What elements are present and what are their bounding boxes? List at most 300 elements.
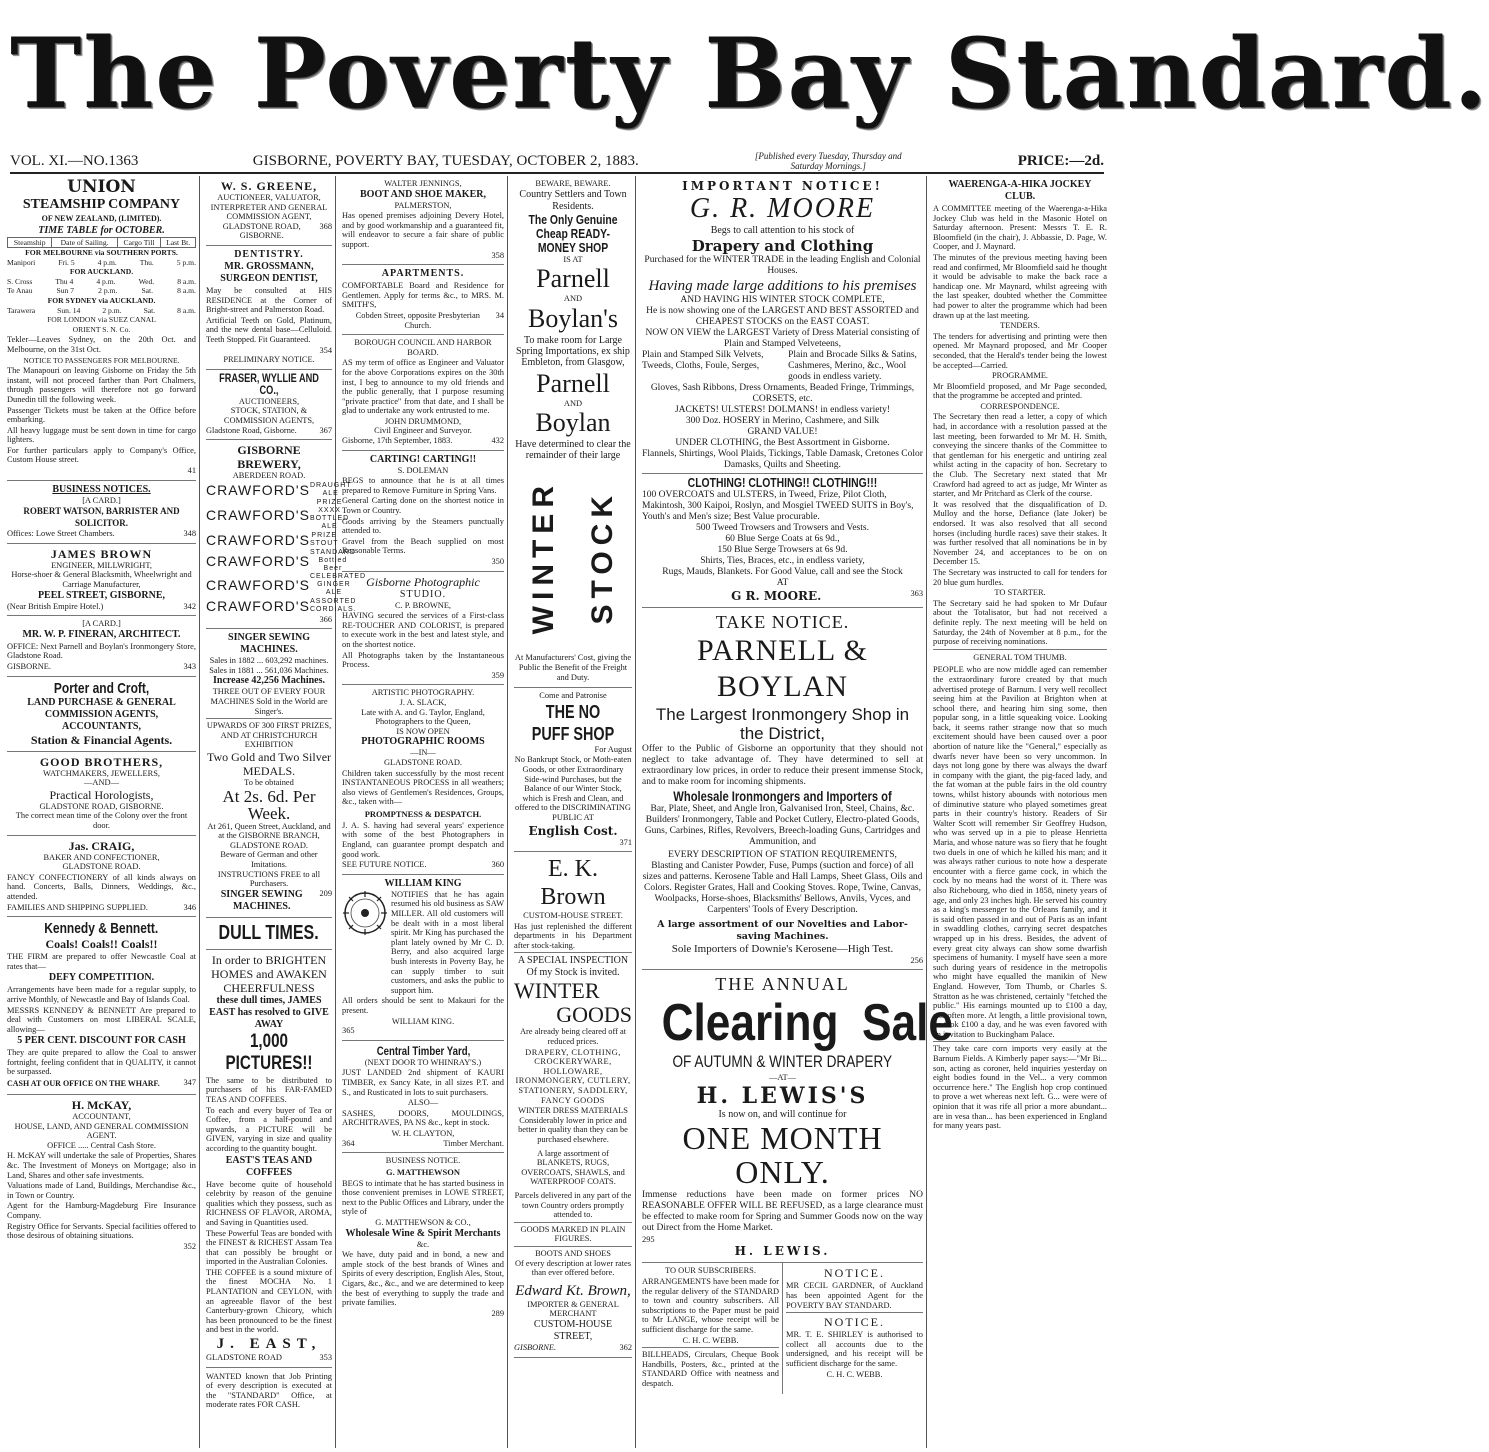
brewery-name: GISBORNE BREWERY, [237,443,301,472]
mckay-registry: Registry Office for Servants. Special facilities offered to those desirous of obtaining situations. [7,1221,196,1241]
column-3 [339,176,508,1448]
already-cleared: Are already being cleared off at reduced prices. [519,1027,627,1047]
greene-line: INTERPRETER AND GENERAL COMMISSION AGENT, [210,202,328,222]
craig-ship: FAMILIES AND SHIPPING SUPPLIED. [7,902,148,912]
ad-number: 364 [342,1138,355,1148]
ad-number: 358 [491,250,504,260]
borough-heading: BOROUGH COUNCIL AND HARBOR BOARD. [354,338,492,357]
column-4 [511,176,636,1448]
ad-number: 360 [491,860,504,870]
carting-heading: CARTING! CARTING!! [369,453,477,465]
business-notices [7,481,196,544]
cell: Tarawera [7,305,36,315]
webb-signature: C. H. C. WEBB. [682,1335,739,1345]
marked-figures: GOODS MARKED IN PLAIN FIGURES. [520,1224,626,1244]
browne-instant: All Photographs taken by the Instantaneous Process. [342,650,504,670]
matthewson-etc: &c. [416,1239,430,1249]
route-melbourne: FOR MELBOURNE via SOUTHERN PORTS. [25,248,178,257]
wanted-body: WANTED known that Job Printing of every description is executed at the "STANDARD" Office, at moderate rates FOR CASH. [206,1371,332,1410]
kennedy-messrs: MESSRS KENNEDY & BENNETT Are prepared to deal with Customers on most LIBERAL SCALE, allowing— [7,1005,196,1034]
crawfords-label: CRAWFORD'S [206,597,310,614]
singer-prizes: UPWARDS OF 300 FIRST PRIZES, AND AT CHRISTCHURCH EXHIBITION [206,721,332,750]
wanted-ad [206,1368,332,1415]
fineran-ad [7,616,196,676]
cell: Sat. [143,305,156,315]
moore-rugs: Rugs, Mauds, Blankets. For Good Value, call and see the Stock [662,567,903,577]
kennedy-firm: THE FIRM are prepared to offer Newcastle Coal at rates that— [7,952,196,971]
union-subtitle: STEAMSHIP COMPANY [22,197,181,212]
cell: Wed. [138,276,155,286]
doleman-name: S. DOLEMAN [397,465,449,475]
union-nz: OF NEW ZEALAND, (LIMITED). [41,214,162,223]
moore-hosiery: 300 Doz. HOSERY in Merino, Cashmere, and Silk [685,416,880,426]
good-brothers-ad [7,752,196,836]
ad-number: 34 [495,310,504,320]
club-body: A COMMITTEE meeting of the Waerenga-a-Hika Jockey Club was held in the Masonic Hotel on Saturday afternoon. Present: Messrs T. E. R. Bloomfield (in the chair), J. Abbassie, D. Page, W. Cooper, and J. Maynard. [933,204,1107,252]
lewis-immense: Immense reductions have been made on former prices NO REASONABLE OFFER WILL BE REFUSED, as a large clearance must be effected to make room for Spring and Summer Goods now on the way out Direct from the Home Market. [642,1189,923,1233]
east-name: J. EAST, [216,1336,322,1353]
craig-body: FANCY CONFECTIONERY of all kinds always on hand. Concerts, Balls, Dinners, Weddings, &c., attended. [7,872,196,901]
east-ad [206,950,332,1368]
singer-obtained: To be obtained [244,778,294,788]
slack-rooms: PHOTOGRAPHIC ROOMS [361,736,485,748]
notice-body: The Manapouri on leaving Gisborne on Friday the 5th instant, will not proceed farther than Port Chalmers, through passengers will therefore not go forward Dunedin till the following week. [7,366,196,404]
singer-address: At 261, Queen Street, Auckland, and at the GISBORNE BRANCH, GLADSTONE ROAD. [207,821,331,850]
good-and: —AND— [84,778,119,788]
craig-line: BAKER AND CONFECTIONER, [43,852,160,862]
singer-increase: Increase 42,256 Machines. [212,675,326,687]
ad-number: 348 [183,529,196,539]
borough-ad [342,335,504,451]
cell: Thu. [139,257,154,267]
ad-number: 350 [491,557,504,566]
moore-name: G. R. MOORE [689,193,876,224]
ek-brown-ad [514,852,632,1357]
slack-heading: ARTISTIC PHOTOGRAPHY. [371,688,475,698]
th-cargo: Cargo Till [117,238,161,248]
beer-type: PRIZE XXXX BOTTLED ALE [309,498,350,530]
moore-list-left: Plain and Stamped Silk Velvets, Tweeds, Cloths, Foule, Serges, [642,350,764,371]
table-row [7,286,196,296]
brown-body: Horse-shoer & General Blacksmith, Wheelwright and Carriage Manufacturer, [11,570,192,590]
east-brighten: In order to BRIGHTEN HOMES and AWAKEN CHEERFULNESS [211,952,327,995]
drummond-title: Civil Engineer and Surveyor. [374,426,472,436]
pb-novelties: A large assortment of our Novelties and Labor-saving Machines. [657,918,908,942]
greene-ad [206,176,332,246]
mfrs-cost: At Manufacturers' Cost, giving the Public the Benefit of the Freight and Duty. [514,653,632,682]
subs-heading: TO OUR SUBSCRIBERS. [665,1266,756,1276]
apartments-address: Cobden Street, opposite Presbyterian Church. [355,310,480,330]
greene-name: W. S. GREENE, [220,179,318,193]
moore-purchased: Purchased for the WINTER TRADE in the leading English and Colonial Houses. [644,255,921,276]
mckay-body: H. McKAY will undertake the sale of Properties, Shares &c. The Investment of Moneys on Mortgage; also in Land, Shares and other safe investments. [7,1151,196,1180]
ad-number: 346 [183,902,196,912]
dentistry-heading: DENTISTRY. [234,248,304,260]
club-tenders: TENDERS. [1000,321,1040,331]
singer-beware: Beware of German and other Imitations. [220,850,318,869]
grossmann-teeth: Artificial Teeth on Gold, Platinum, and the new dental base—Celluloid. Teeth Stopped. Fit Guaranteed. [206,315,332,344]
moore-begs: Begs to call attention to his stock of [710,225,855,236]
timber-heading: Central Timber Yard, [376,1043,470,1058]
timber-next: (NEXT DOOR TO WHINRAY'S.) [364,1057,482,1067]
luggage-note: All heavy luggage must be sent down in time for cargo lighters. [7,425,196,445]
cell: Sun 7 [56,286,75,296]
mckay-agent: Agent for the Hamburg-Magdeburg Fire Insurance Company. [7,1201,196,1220]
edward-brown-name: Edward Kt. Brown, [515,1282,631,1299]
craig-ad [7,836,196,918]
notice-heading: NOTICE. [824,1266,885,1281]
tickets-note: Passenger Tickets must be taken at the Office before embarking. [7,405,196,425]
and-word: AND [563,294,583,304]
biz-heading: BUSINESS NOTICE. [385,1156,461,1166]
moore-signature: G R. MOORE. [731,589,822,603]
cell: Fri. 5 [58,257,75,267]
lewis-signature: H. LEWIS. [734,1244,831,1259]
coals-heading: Coals! Coals!! Coals!! [45,937,158,952]
doleman-body: BEGS to announce that he is at all times prepared to Remove Furniture in Spring Vans. [342,476,504,495]
moore-having: Having made large additions to his premises [648,278,917,294]
saw-blade-icon [342,890,388,936]
replenished: Has just replenished the different departments in his Department after stock-taking. [514,921,632,950]
ek-brown-name: E. K. Brown [540,856,606,911]
lewis-now-on: Is now on, and will continue for [718,1108,847,1120]
greene-address: GLADSTONE ROAD, GISBORNE. [222,221,301,241]
english-cost: English Cost. [528,823,618,838]
ad-number: 352 [183,1241,196,1251]
edward-street: CUSTOM-HOUSE STREET, [533,1318,613,1342]
beware-heading: BEWARE, BEWARE. [535,179,611,188]
ad-number: 347 [183,1078,196,1088]
ad-number: 367 [319,425,332,435]
ad-number: 371 [619,837,632,847]
boots-line: Of every description at lower rates than ever offered before. [514,1258,632,1278]
parcels-delivered: Parcels delivered in any part of the town Country orders promptly attended to. [514,1190,632,1220]
dull-times-ad [206,918,332,950]
fraser-ad [206,370,332,440]
boylans-word: Boylan's [528,303,618,333]
cell: 2 p.m. [98,286,118,296]
ad-number: 343 [183,662,196,671]
ad-number: 289 [491,1308,504,1318]
singer-instructions: INSTRUCTIONS FREE to all Purchasers. [217,869,321,889]
largest-shop: The Largest Ironmongery Shop in the District, [655,705,910,743]
porter-line: LAND PURCHASE & GENERAL [27,696,176,708]
ad-number: 365 [342,1026,355,1036]
country-line: Country Settlers and Town Residents. [519,188,627,212]
column-6 [930,176,1110,1448]
club-starter: TO STARTER. [994,588,1046,598]
matthewson-ad [342,1153,504,1322]
subs-body: ARRANGEMENTS have been made for the regular delivery of the STANDARD to town and country subscribers. All subscriptions to the Paper must be paid to Mr LANGE, whose receipt will be sufficient discharge for the same. [642,1276,779,1334]
east-dull: these dull times, JAMES EAST has resolved to GIVE AWAY [209,994,329,1030]
east-pictures: 1,000 PICTURES!! [225,1030,313,1074]
volume-number: VOL. XI.—NO.1363 [10,152,139,169]
no-bankrupt: No Bankrupt Stock, or Moth-eaten Goods, or other Extraordinary Side-wind Purchases, but the Balance of our Winter Stock, which is Fresh and Clean, and offered to the DISCRIMINATING PUBLIC AT [514,755,632,822]
parnell-winter-ad [514,176,632,688]
pb-wholesale: Wholesale Ironmongers and Importers of [673,788,892,804]
brown-role: ENGINEER, MILLWRIGHT, [51,560,152,570]
crawfords-label: CRAWFORD'S [206,481,310,498]
good-name: GOOD BROTHERS, [39,754,164,769]
subscribers-notice [642,1263,783,1393]
card-label: [A CARD.] [82,495,121,505]
table-row [7,277,196,287]
slack-address: GLADSTONE ROAD. [383,757,462,767]
porter-croft-ad [7,677,196,752]
custom-house: CUSTOM-HOUSE STREET. [523,911,623,921]
parnell-boylan-ad [642,608,923,970]
east-address: GLADSTONE ROAD [206,1353,282,1363]
publication-days: [Published every Tuesday, Thursday and Saturday Mornings.] [754,151,902,171]
ad-number: 362 [619,1342,632,1352]
sale-word: Sale [862,994,954,1053]
jennings-trade: BOOT AND SHOE MAKER, [360,188,486,200]
king-orders: All orders should be sent to Makauri for the present. [342,996,504,1015]
beer-type: STANDARD Bottled Beer [309,548,356,572]
cell: Te Anau [7,286,33,296]
crawford-row [206,531,339,549]
price: PRICE:—2d. [1017,152,1104,169]
is-at: IS AT [563,254,583,264]
dull-times-heading: DULL TIMES. [218,921,320,944]
borough-body: AS my term of office as Engineer and Valuator for the above Corporations expires on the 30th inst, I beg to announce to my old friends and the public generally, that I purpose resuming "private practice" from that date, and I shall be glad to undertake any work entrusted to me. [342,358,504,416]
further-note: For further particulars apply to Company's Office, Custom House street. [7,445,196,465]
jennings-town: PALMERSTON, [394,200,452,210]
brown-near: (Near British Empire Hotel.) [7,601,104,611]
webb-signature: C. H. C. WEBB. [826,1369,883,1379]
notice-heading: NOTICE. [824,1315,885,1330]
club-programme-body: Mr Bloomfield proposed, and Mr Page seconded, that the programme be accepted and printed. [933,381,1107,401]
drapery-clothing: Drapery and Clothing [691,237,874,255]
cell: 4 p.m. [96,276,116,286]
route-london: FOR LONDON via SUEZ CANAL [47,315,156,325]
clayton-name: W. H. CLAYTON, [391,1128,455,1138]
porter-line: ACCOUNTANTS, [62,720,141,732]
slack-line: Late with A. and G. Taylor, England, Photographers to the Queen, [361,707,485,727]
crawford-row [206,572,367,597]
slack-body: J. A. S. having had several years' experience with some of the best Photographers in England, can guarantee prompt despatch and good work. [342,820,504,859]
special-inspection: A SPECIAL INSPECTION Of my Stock is invited. [517,955,629,979]
cell: 8 a.m. [177,305,196,315]
east-powerful: These Powerful Teas are bonded with the FINEST & RICHEST Assam Tea that can possibly be brought or imported in the Australian Colonies. [206,1228,333,1267]
browne-name: C. P. BROWNE, [394,600,452,610]
mckay-line: ACCOUNTANT, [72,1112,131,1122]
slack-open: IS NOW OPEN [396,726,450,736]
slack-future: SEE FUTURE NOTICE. [342,860,427,870]
singer-ad [206,629,332,918]
good-line: WATCHMAKERS, JEWELLERS, [42,768,160,778]
timber-ad [342,1041,504,1153]
watson-name: ROBERT WATSON, BARRISTER AND SOLICITOR. [23,506,180,529]
mckay-office: OFFICE ..... Central Cash Store. [47,1140,156,1150]
singer-heading: SINGER SEWING MACHINES. [228,632,310,656]
east-coffee: THE COFFEE is a sound mixture of the finest MOCHA No. 1 PLANTATION and CEYLON, with an agreeable flavor of the best Canterbury-grown Chicory, which has been pronounced to be the finest and best in the world. [206,1267,332,1335]
club-minutes: The minutes of the previous meeting having been read and confirmed, Mr Bloomfield said he thought it would be advisable to make the back race a handicap one. Mr Maynard, whilst agreeing with the last speaker, doubted whether the Committee had power to alter the programme which had been drawn up at the last meeting. [933,252,1107,320]
club-secretary: The Secretary was instructed to call for tenders for 20 blue gum hurdles. [933,567,1107,587]
stock-vertical: STOCK [585,490,619,625]
orient-line: ORIENT S. N. Co. [72,324,131,334]
good-line: Practical Horologists, [49,787,154,802]
moore-serge2: 150 Blue Serge Trowsers at 6s 9d. [717,545,848,555]
cell: 8 a.m. [177,276,196,286]
king-body: NOTIFIES that he has again resumed his old business as SAW MILLER. All old customers will be dealt with in a most liberal spirit. Mr King has purchased the plant lately owned by Mr C. D. Berry, and also acquired large bush interests in Poverty Bay, he can supply timber to suit customers, and asks the public to support him. [391,889,504,995]
ad-number: 41 [187,466,196,476]
singer-sales: Sales in 1882 ... 603,292 machines. Sales in 1881 ... 561,036 Machines. [209,656,329,675]
ad-number: 295 [642,1234,655,1244]
slack-promptness: PROMPTNESS & DESPATCH. [364,808,482,819]
moore-at: AT [776,578,789,588]
billheads: BILLHEADS, Circulars, Cheque Book Handbills, Posters, &c., printed at the STANDARD Office with neatness and despatch. [642,1350,779,1388]
boots-heading: BOOTS AND SHOES [535,1248,611,1258]
doleman-goods: Goods arriving by the Steamers punctually attended to. [342,516,504,536]
large-assortment: A large assortment of BLANKETS, RUGS, OVERCOATS, SHAWLS, and WATERPROOF COATS. [521,1148,625,1187]
timber-also: ALSO— [407,1098,439,1108]
make-room: To make room for Large Spring Importations, ex ship Embleton, from Glasgow, [516,334,630,368]
goods-list: DRAPERY, CLOTHING, CROCKERYWARE, HOLLOWARE, IRONMONGERY, CUTLERY, STATIONERY, SADDLERY, FANCY GOODS [515,1047,631,1105]
greene-line: AUCTIONEER, VALUATOR, [217,193,321,202]
winter-vertical: WINTER [526,480,560,635]
patronise: Come and Patronise [539,691,607,701]
no-puff-ad [514,688,632,852]
lower-price: Considerably lower in price and better in quality than they can be purchased elsewhere. [518,1115,628,1144]
ad-number: 353 [319,1353,332,1363]
crawfords-label: CRAWFORD'S [206,531,310,548]
parnell-boylan-name: PARNELL & BOYLAN [697,634,868,703]
moore-showing: He is now showing one of the LARGEST AND BEST ASSORTED and CHEAPEST STOCKS on the EAST COAST. [646,306,919,327]
parnell-word: Parnell [536,368,610,398]
craig-name: Jas. CRAIG, [68,838,135,853]
brown-ad [7,544,196,616]
crawfords-label: CRAWFORD'S [206,552,310,569]
club-resolved: It was resolved that the disqualification of D. Mulloy and the horse, Defiance (late Joker) be endorsed. It was also resolved that all second horses (including hurdle races) save their stakes. It was further resolved that all nominations be in by November 24, and acceptances to be on on December 15. [933,499,1107,567]
tom-thumb-body: PEOPLE who are now middle aged can remember the extraordinary furore created by that much advertised protege of Barnum. I very well recollect seeing him at the Pavilion at Brighton when at school there, and hearing him sing some, then popular song, in a little squeaking voice. Looking back, it seems rather strange now that so much excitement should have been caused over a poor abortion of nature like the "General," especially as dwarfs never have been so very uncommon. In days not long gone by there was always the dwarf in company with the giant, the pig-faced lady, and the fat woman at the puble fairs in the old country towns, whilst history abounds with notorious men of diminutive stature who played sometimes great parts in their country's history. Readers of Sir Walter Scott will remember Sir Geoffrey Hudson, who was served up in a pie to please Henrietta Maria, and whose nature was so fiery that he fought two duels in one of which he killed his man; and it was always rather curious to note how a desperate encounter with a fierce game cock, in which the cock by no means had the worst of it. There was also Richebourg, who died in 1858, ninety years of age, and only 23 inches high. He served his country as a king's messenger to the Orleans family, and it is said often passed in and out of Paris as an infant in swaddling clothes, carrying secret despatches wrapped up in his dress. Besides, the advent of every great city always can show some dwarfish specimens of humanity. I myself have seen a more such during years of residence in the metropolis who might have equalled the manikin of New England. However, Tom Thumb, or Charles S. Stratton as he was christened, certainly "fetched the public." His earnings mounted up to £100 a day, and often more. At length, a little provisional town, he took £100 a day, and he was even favored with an invitation to Buckingham Palace. [933,665,1107,1039]
union-steamship-ad [7,176,196,481]
agent-notices [783,1263,923,1393]
porter-name: Porter and Croft, [53,679,150,697]
moore-overcoats: 100 OVERCOATS and ULSTERS, in Tweed, Frize, Pilot Cloth, Makintosh, 300 Kaipoi, Roslyn, and Mosgiel TWEED SUITS in Boy's, Youth's and Men's size; Best Value procurable. [642,490,914,522]
defy-heading: DEFY COMPETITION. [48,972,155,984]
section-heading: BUSINESS NOTICES. [52,483,151,495]
doleman-ad [342,451,504,572]
east-same: The same to be distributed to purchasers of his FAR-FAMED TEAS AND COFFEES. [206,1075,332,1104]
edward-importer: IMPORTER & GENERAL MERCHANT [527,1299,619,1319]
grossmann-body: May be consulted at HIS RESIDENCE at the Corner of Bright-street and Palmerston Road. [206,285,332,315]
jockey-club-article [933,176,1107,1136]
the-annual: THE ANNUAL [715,974,850,995]
kennedy-name: Kennedy & Bennett. [44,920,159,938]
ad-number: 342 [183,601,196,611]
beer-type: DRAUGHT ALE [309,481,352,497]
goods-word: GOODS [556,1002,632,1028]
card-label: [A CARD.] [82,619,121,629]
news-briefs: They take care corn imports very easily at the Barnum Fields. A Kimberly paper says:—"Mr Bi... son, acting as coroner, held inquiries yesterday on eight bodies found in the Vel... a very common occurrence here." The English hop crop continued to prove a wet whereas next left. G... were were of opinion that it was rife all prior a more abundant... are in vesa than... has been experienced in England for many years past. [933,1044,1107,1131]
cell: 5 p.m. [176,257,196,267]
ad-number: 432 [491,436,504,446]
slack-ad [342,685,504,875]
beer-type: PRIZE STOUT [309,531,339,547]
pb-bar: Bar, Plate, Sheet, and Angle Iron, Galvanised Iron, Steel, Chains, &c. Builders' Ironmongery, Table and Pocket Cutlery, Electro-plated Goods, Guns, Carbines, Rifles, Revolvers, Breech-loading Guns, Cartridges and Ammunition, and [644,803,921,847]
club-tenders-body: The tenders for advertising and printing were then opened. Mr Maynard proposed, and Mr Cooper seconded, that the Herald's tender being the lowest be accepted—Carried. [933,331,1107,370]
clothing-heading: CLOTHING! CLOTHING!! CLOTHING!!! [687,475,878,490]
crawford-row [206,548,356,573]
beer-type: ASSORTED CORDIALS. [309,597,357,613]
winter-dress: WINTER DRESS MATERIALS [518,1106,628,1116]
cell: 4 p.m. [97,257,117,267]
notice-heading: NOTICE TO PASSENGERS FOR MELBOURNE. [23,355,180,365]
shirley-notice: MR. T. E. SHIRLEY is authorised to collect all accounts due to the undersigned, and his receipt will be sufficient discharge for the same. [786,1330,923,1368]
th-last: Last Bt. [161,238,196,248]
moore-ad [642,176,923,608]
beer-type: CELEBRATED GINGER ALE [309,572,367,596]
bottom-notices [642,1263,923,1393]
pb-every: EVERY DESCRIPTION OF STATION REQUIREMENTS, [668,849,897,860]
mckay-valuations: Valuations made of Land, Buildings, Merchandise &c., in Town or Country. [7,1181,196,1200]
ad-number: 209 [319,888,332,898]
kennedy-arrange: Arrangements have been made for a regular supply, to arrive Monthly, of Newcastle and Bay of Islands Coal. [7,985,196,1004]
jennings-body: Has opened premises adjoining Devery Hotel, and by good workmanship and a guaranteed fit, will endeavor to secure a fair share of public support. [342,211,504,249]
place-date: GISBORNE, POVERTY BAY, TUESDAY, OCTOBER 2, 1883. [252,152,639,169]
browne-body: HAVING secured the services of a First-class RE-TOUCHER AND COLORIST, is prepared to execute work in the best and latest style, and on the shortest notice. [342,611,504,649]
th-date: Date of Sailing. [52,238,117,248]
pb-downie: Sole Importers of Downie's Kerosene—High Test. [671,942,894,955]
singer-medals: Two Gold and Two Silver MEDALS. [206,750,332,779]
cell: Sat. [141,286,154,296]
kennedy-ad [7,917,196,1095]
moore-complete: AND HAVING HIS WINTER STOCK COMPLETE, [680,295,885,305]
porter-line: Station & Financial Agents. [30,732,173,747]
determined: Have determined to clear the remainder of their large [515,439,631,462]
fraser-name: FRASER, WYLLIE AND CO., [219,372,319,397]
union-title: UNION [67,177,136,197]
and-word: AND [563,398,583,408]
singer-heading: SINGER SEWING MACHINES. [220,888,303,912]
cell: 2 p.m. [102,305,122,315]
club-programme: PROGRAMME. [991,371,1049,381]
photo-studio-ad [342,572,504,686]
th-steamship: Steamship [8,238,52,248]
fraser-line: AUCTIONEERS, [238,396,300,406]
fineran-office: OFFICE: Next Parnell and Boylan's Ironmongery Store, Gladstone Road. [7,641,196,661]
ad-number: 363 [910,589,923,598]
matthewson-co: G. MATTHEWSON & CO., [375,1218,471,1228]
moore-flannels: Flannels, Shirtings, Wool Plaids, Tickings, Table Damask, Cretones Color Damasks, Quilts and Sheeting. [642,449,923,470]
porter-line: COMMISSION AGENTS, [44,708,159,720]
watson-office: Offices: Lowe Street Chambers. [7,529,115,539]
crawford-row [206,597,357,615]
good-clocks: The correct mean time of the Colony over the front door. [15,811,188,830]
lewis-ad [642,970,954,1263]
crawford-row [206,481,352,499]
column-5 [639,176,954,1448]
slack-in: —IN— [410,748,436,758]
lewis-name: H. LEWIS'S [696,1082,869,1109]
photo-studio: STUDIO. [399,588,447,600]
crawfords-label: CRAWFORD'S [206,506,310,523]
route-auckland: FOR AUCKLAND. [69,267,134,277]
moore-under: UNDER CLOTHING, the Best Assortment in Gisborne. [675,438,890,448]
moore-on-view: NOW ON VIEW the LARGEST Variety of Dress Material consisting of Plain and Stamped Velveteens, [645,328,920,349]
club-starter-body: The Secretary said he had spoken to Mr Dufaur about the Totalisator, but had not received a definite reply. The next meeting will be held on Saturday, the 24th of November at 8 p.m., for the purpose of receiving nominations. [933,598,1107,647]
crawford-row [206,498,350,531]
moore-list-right: Plain and Brocade Silks & Satins, Cashmeres, Merino, &c., Wool goods in endless variety. [788,350,917,382]
pb-blasting: Blasting and Canister Powder, Fuse, Pumps (suction and force) of all sizes and patterns. Kerosene Table and Hall Lamps, Sheet Glass, Oils and Colors. Register Grates, Hall and Cooking Stoves. Rope, Twine, Canvas, Woolpacks, Horse-shoes, Blacksmiths' Bellows, Anvils, Vyces, and Carpenters' Tools of Every Description. [642,860,923,915]
club-correspondence-body: The Secretary then read a letter, a copy of which had, in accordance with a resolution passed at the last meeting, been forwarded to Mr M. H. Smith, conveying the sincere thanks of the Committee to that gentleman for his energetic and untiring zeal whilst acting in the capacity of hon. Secretary to the Club. The Secretary next stated that Mr Crawford had agreed to act as judge, Mr Winter as starter, and Mr Pritchard as Clerk of the course. [933,412,1107,499]
lewis-at: —AT— [769,1073,796,1083]
grossmann-name: MR. GROSSMANN, SURGEON DENTIST, [220,260,318,284]
drummond-date: Gisborne, 17th September, 1883. [342,436,453,446]
crawfords-label: CRAWFORD'S [206,576,310,593]
photo-heading: Gisborne Photographic [366,574,480,589]
